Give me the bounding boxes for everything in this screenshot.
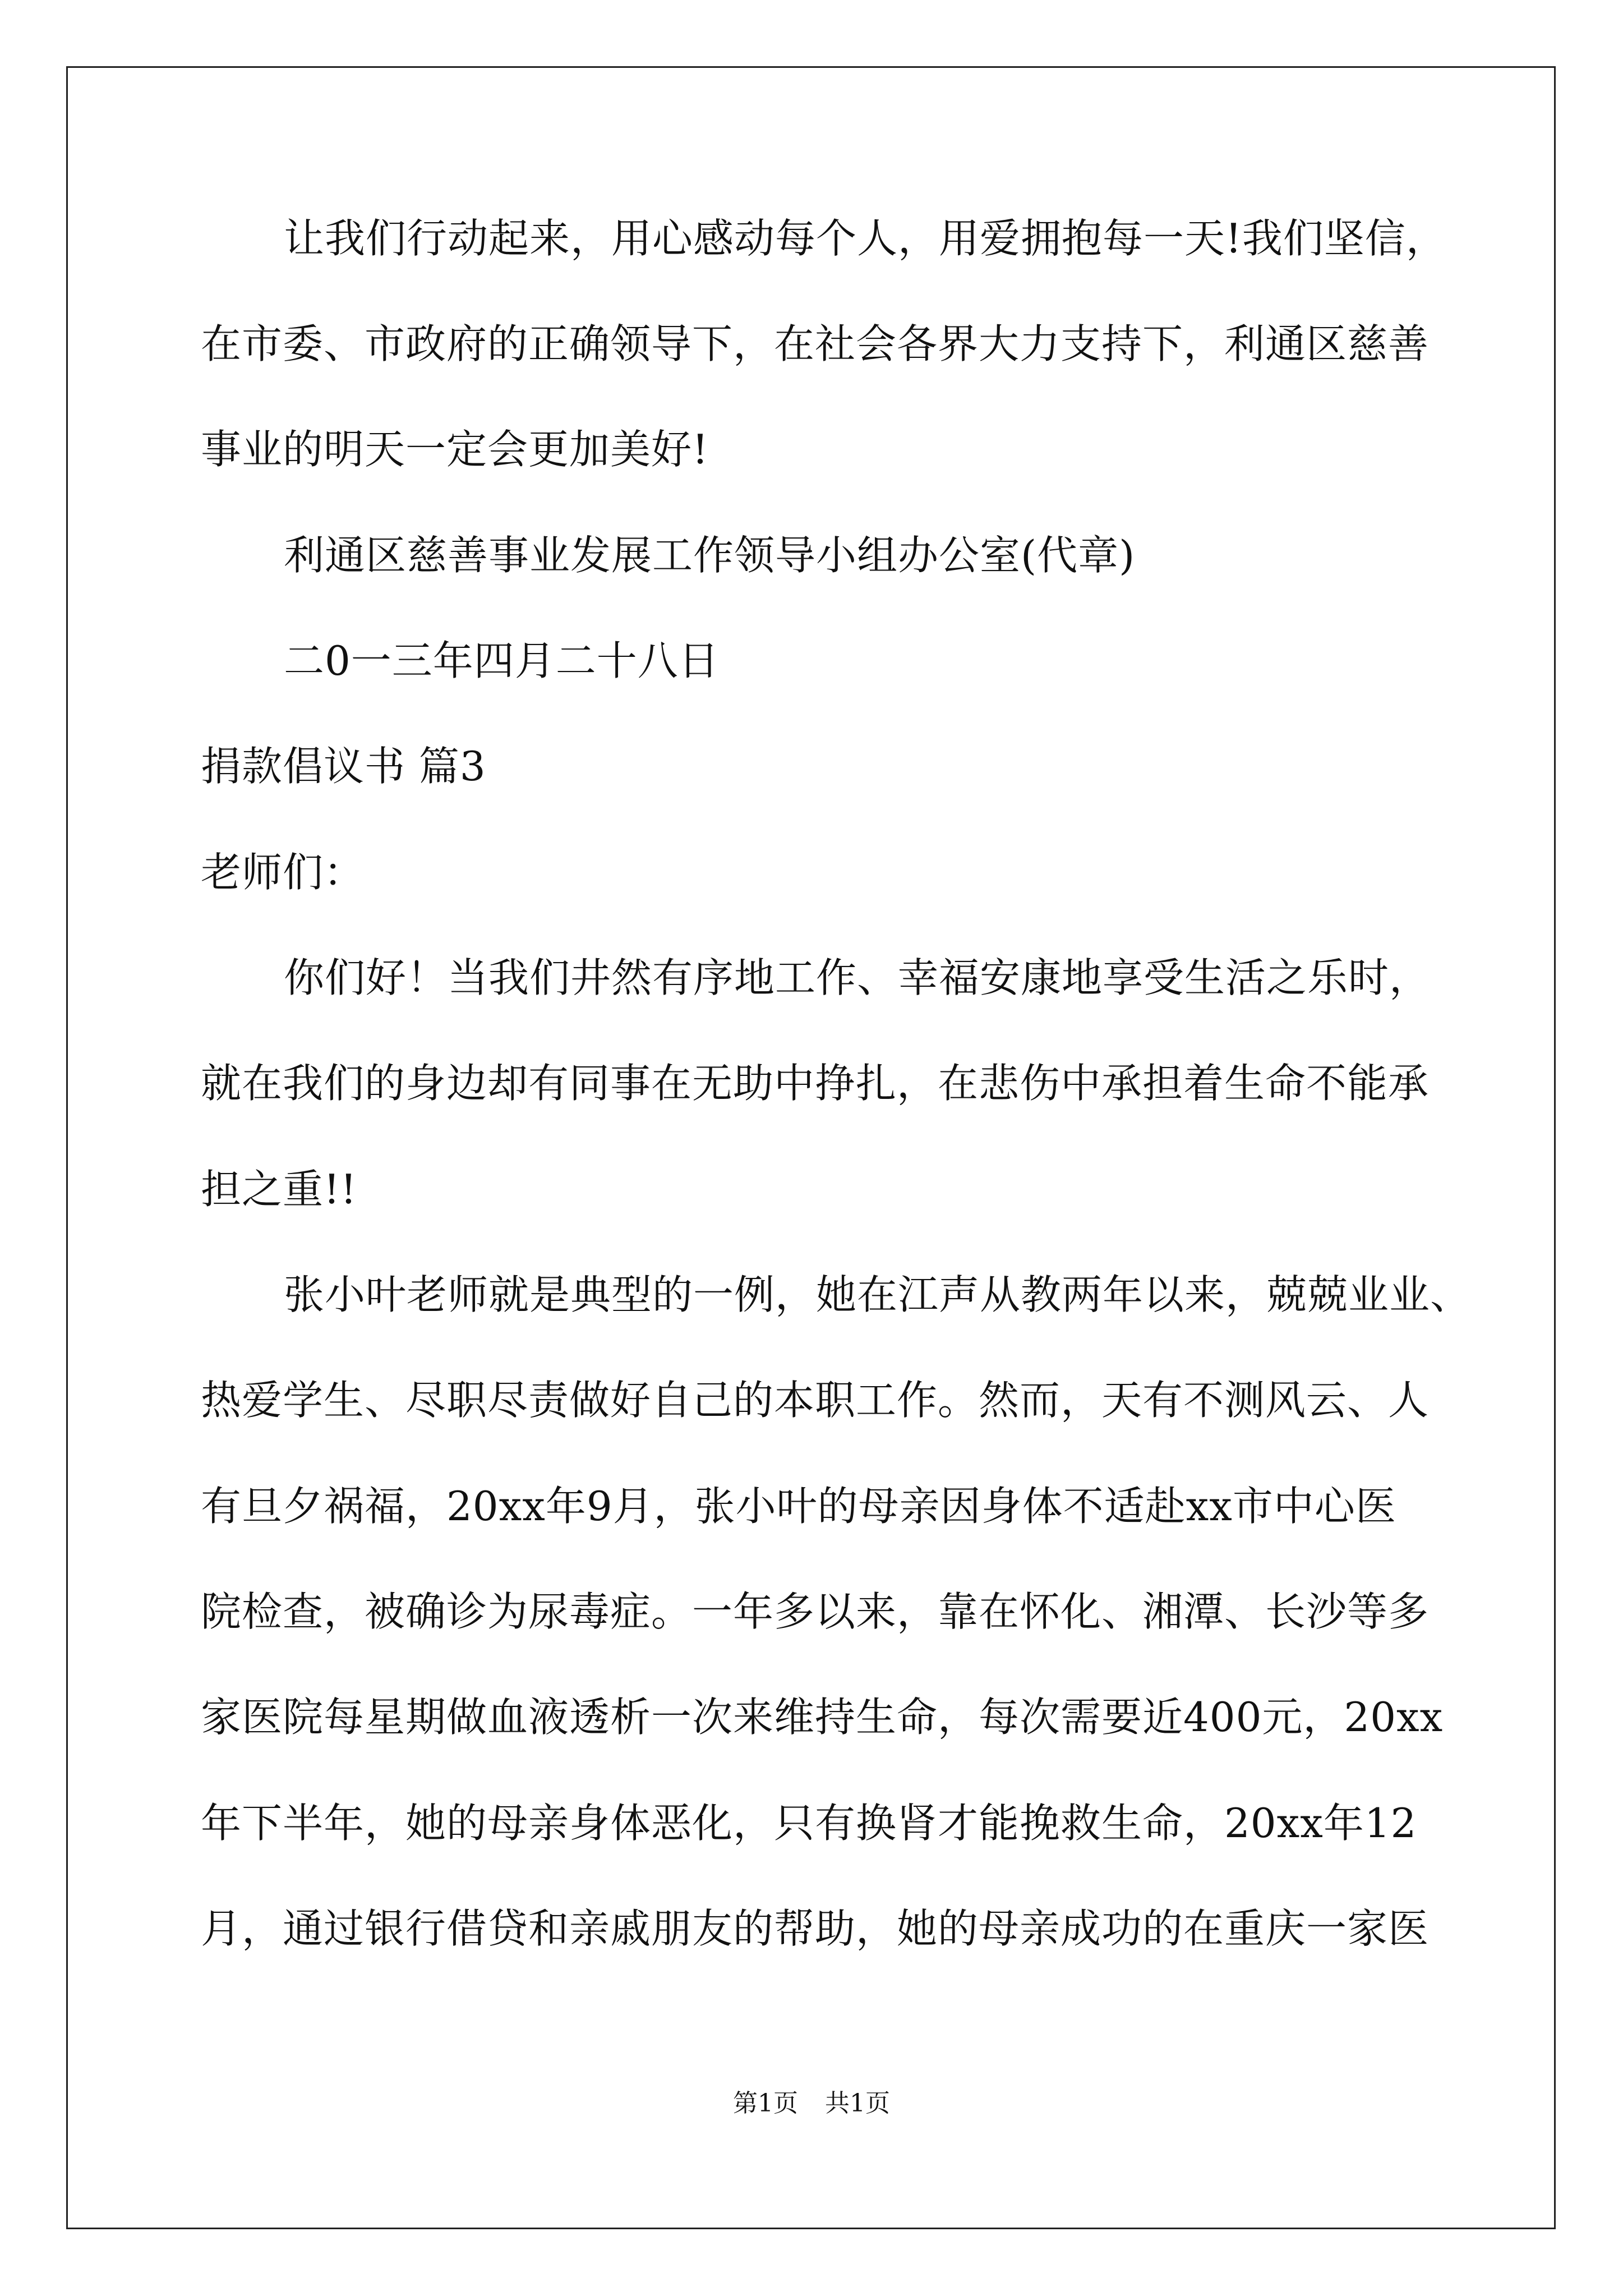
paragraph-line: 家医院每星期做血液透析一次来维持生命，每次需要近400元，20xx: [201, 1694, 1444, 1741]
paragraph-line: 担之重!!: [201, 1166, 357, 1213]
paragraph-line: 院检查，被确诊为尿毒症。一年多以来，靠在怀化、湘潭、长沙等多: [201, 1588, 1430, 1635]
paragraph-line: 年下半年，她的母亲身体恶化，只有换肾才能挽救生命，20xx年12: [201, 1800, 1417, 1847]
paragraph-line: 就在我们的身边却有同事在无助中挣扎，在悲伤中承担着生命不能承: [201, 1060, 1430, 1107]
paragraph-line: 事业的明天一定会更加美好!: [201, 426, 709, 473]
date-line: 二0一三年四月二十八日: [284, 637, 720, 684]
page-number: 第1页: [733, 2089, 798, 2118]
paragraph-line: 热爱学生、尽职尽责做好自己的本职工作。然而，天有不测风云、人: [201, 1377, 1430, 1424]
paragraph-line: 张小叶老师就是典型的一例，她在江声从教两年以来，兢兢业业、: [284, 1271, 1472, 1318]
signature-line: 利通区慈善事业发展工作领导小组办公室(代章): [284, 532, 1136, 579]
section-heading: 捐款倡议书 篇3: [201, 743, 486, 790]
paragraph-line: 有旦夕祸福，20xx年9月，张小叶的母亲因身体不适赴xx市中心医: [201, 1483, 1396, 1530]
salutation: 老师们：: [201, 849, 365, 896]
paragraph-line: 在市委、市政府的正确领导下，在社会各界大力支持下，利通区慈善: [201, 320, 1430, 367]
page-footer: [0, 2087, 1623, 2120]
paragraph-line: 你们好！当我们井然有序地工作、幸福安康地享受生活之乐时，: [284, 954, 1431, 1001]
page-total: 共1页: [825, 2089, 890, 2118]
paragraph-line: 月，通过银行借贷和亲戚朋友的帮助，她的母亲成功的在重庆一家医: [201, 1905, 1430, 1952]
paragraph-line: 让我们行动起来，用心感动每个人，用爱拥抱每一天!我们坚信，: [284, 215, 1447, 262]
